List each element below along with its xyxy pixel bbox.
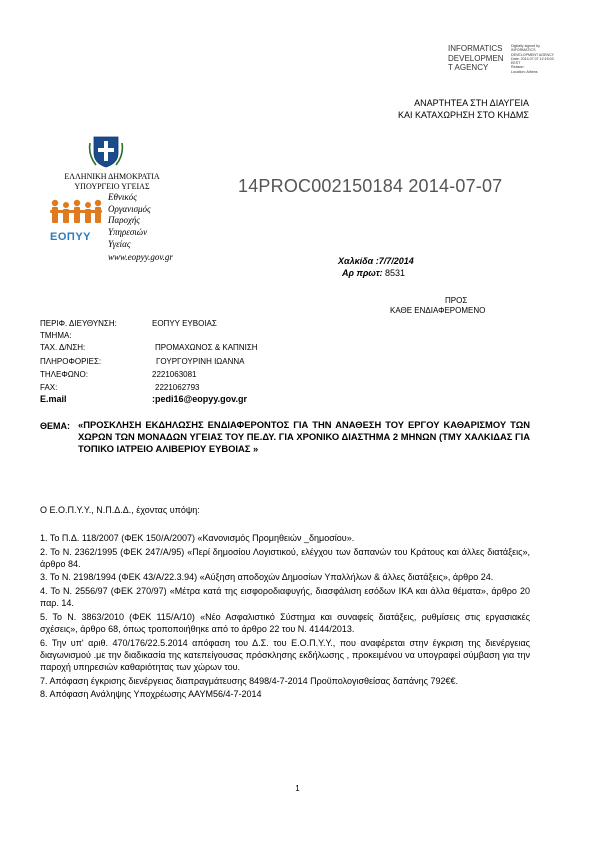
subject-label: ΘΕΜΑ:	[40, 421, 70, 431]
header-label-contact: ΠΛΗΡΟΦΟΡΙΕΣ:	[40, 357, 102, 366]
list-item: 5. Το Ν. 3863/2010 (ΦΕΚ 115/Α/10) «Νέο Ασφαλιστικό Σύστημα και συναφείς διατάξεις, ρυθμίσεις στις εργασιακές σχέσεις», άρθρο 68, όπως τροποποιήθηκε από το άρθρο 22 του Ν. 4144/2013.	[40, 611, 530, 635]
considerations-list	[40, 532, 530, 702]
list-item: 7. Απόφαση έγκρισης διενέργειας διαπραγμάτευσης 8498/4-7-2014 Προϋπολογισθείσας δαπάνης 792€€.	[40, 675, 458, 686]
eopyy-word: Παροχής	[108, 215, 140, 226]
protocol-number-label: Αρ πρωτ:	[342, 268, 383, 278]
eopyy-website: www.eopyy.gov.gr	[108, 252, 173, 262]
signature-meta-line: EEST	[511, 61, 521, 66]
eopyy-logo-icon	[48, 198, 104, 230]
protocol-number-value: 8531	[385, 268, 406, 278]
signature-meta-line: Date: 2014.07.07 12:15:03	[511, 56, 554, 61]
intro-text: Ο Ε.Ο.Π.Υ.Υ., Ν.Π.Δ.Δ., έχοντας υπόψη:	[40, 505, 200, 515]
header-label-phone: ΤΗΛΕΦΩΝΟ:	[40, 370, 88, 379]
eopyy-word: Οργανισμός	[108, 203, 151, 214]
signature-org-line: T AGENCY	[448, 63, 489, 72]
ministry-line-1: ΕΛΛΗΝΙΚΗ ΔΗΜΟΚΡΑΤΙΑ	[64, 172, 160, 181]
header-label-department: ΤΜΗΜΑ:	[40, 331, 72, 340]
list-item: 6. Την υπ' αριθ. 470/176/22.5.2014 απόφαση του Δ.Σ. του Ε.Ο.Π.Υ.Υ., που αναφέρεται στην έγκριση της διενέργειας διαγωνισμού .με την διαδικασία της κατεπείγουσας πρόσκλησης εκδήλωσης , προκειμένου να υπογραφεί σύμβαση για την παροχή υπηρεσιών καθαριότητας των χώρων του.	[40, 637, 530, 672]
signature-org-line: DEVELOPMEN	[448, 53, 504, 63]
subject-text: «ΠΡΟΣΚΛΗΣΗ ΕΚΔΗΛΩΣΗΣ ΕΝΔΙΑΦΕΡΟΝΤΟΣ ΓΙΑ ΤΗΝ ΑΝΑΘΕΣΗ ΤΟΥ ΕΡΓΟΥ ΚΑΘΑΡΙΣΜΟΥ ΤΩΝ ΧΩΡΩΝ ΤΩΝ ΜΟΝΑΔΩΝ ΥΓΕΙΑΣ ΤΟΥ ΠΕ.ΔΥ. ΓΙΑ ΧΡΟΝΙΚΟ ΔΙΑΣΤΗΜΑ 2 ΜΗΝΩΝ (ΤΜΥ ΧΑΛΚΙΔΑΣ ΓΙΑ ΤΟΠΙΚΟ ΙΑΤΡΕΙΟ ΑΛΙΒΕΡΙΟΥ ΕΥΒΟΙΑΣ »	[78, 419, 530, 454]
eopyy-abbreviation: ΕΟΠΥΥ	[50, 231, 92, 243]
eopyy-word: Εθνικός	[108, 192, 137, 202]
eopyy-word: Υπηρεσιών	[108, 227, 148, 238]
signature-meta-line: Location: Athens	[511, 69, 538, 74]
eopyy-full-name	[108, 192, 151, 251]
ministry-heading	[48, 172, 176, 192]
eopyy-word: Υγείας	[108, 238, 131, 249]
signature-meta-line: Reason:	[511, 65, 525, 70]
signature-meta-line: INFORMATICS	[511, 48, 536, 53]
list-item: 4. Το Ν. 2556/97 (ΦΕΚ 270/97) «Μέτρα κατά της εισφοροδιαφυγής, διασφάλιση εσόδων ΙΚΑ και άλλα θέματα», άρθρο 20 παρ. 14.	[40, 586, 530, 609]
header-value-region: ΕΟΠΥΥ ΕΥΒΟΙΑΣ	[152, 319, 217, 328]
header-value-contact: ΓΟΥΡΓΟΥΡΙΝΗ ΙΩΑΝΝΑ	[156, 357, 245, 366]
signature-organization	[448, 44, 504, 73]
list-item: 1. Το Π.Δ. 118/2007 (ΦΕΚ 150/Α/2007) «Κανονισμός Προμηθειών _δημοσίου».	[40, 533, 355, 543]
header-label-region: ΠΕΡΙΦ. ΔΙΕΥΘΥΝΣΗ:	[40, 319, 117, 328]
diavgeia-notice	[398, 97, 529, 121]
ministry-line-2: ΥΠΟΥΡΓΕΙΟ ΥΓΕΙΑΣ	[74, 182, 150, 191]
diavgeia-line-1: ΑΝΑΡΤΗΤΕΑ ΣΤΗ ΔΙΑΥΓΕΙΑ	[414, 98, 529, 108]
email-value: :pedi16@eopyy.gov.gr	[152, 394, 247, 404]
signature-meta-line: DEVELOPMENT AGENCY	[511, 52, 555, 57]
list-item: 2. Το Ν. 2362/1995 (ΦΕΚ 247/Α/95) «Περί δημοσίου Λογιστικού, ελέγχου των δαπανών του Κράτους και άλλες διατάξεις», άρθρο 84.	[40, 546, 530, 569]
header-label-address: ΤΑΧ. Δ/ΝΣΗ:	[40, 343, 86, 352]
signature-details	[511, 44, 554, 74]
header-value-fax: 2221062793	[155, 383, 200, 392]
protocol-number	[342, 268, 405, 278]
signature-meta-line: Digitally signed by	[511, 44, 540, 48]
header-value-phone: 2221063081	[152, 370, 197, 379]
header-value-address: ΠΡΟΜΑΧΩΝΟΣ & ΚΑΠΝΙΣΗ	[155, 343, 258, 352]
greek-emblem-icon	[88, 133, 124, 169]
list-item: 8. Απόφαση Ανάληψης Υποχρέωσης ΑΑΥΜ56/4-7-2014	[40, 689, 262, 700]
diavgeia-line-2: ΚΑΙ ΚΑΤΑΧΩΡΗΣΗ ΣΤΟ ΚΗΔΜΣ	[398, 110, 529, 120]
place-date: Χαλκίδα :7/7/2014	[338, 256, 414, 266]
signature-org-line: INFORMATICS	[448, 44, 503, 53]
protocol-id: 14PROC002150184 2014-07-07	[238, 176, 503, 196]
header-label-fax: FAX:	[40, 383, 58, 392]
recipient-value: ΚΑΘΕ ΕΝΔΙΑΦΕΡΟΜΕΝΟ	[390, 306, 486, 315]
recipient-label: ΠΡΟΣ	[445, 296, 468, 305]
email-label: E.mail	[40, 394, 67, 404]
list-item: 3. Το Ν. 2198/1994 (ΦΕΚ 43/Α/22.3.94) «Αύξηση αποδοχών Δημοσίων Υπαλλήλων & άλλες διατάξεις», άρθρο 24.	[40, 572, 494, 583]
page-number: 1	[295, 784, 300, 793]
